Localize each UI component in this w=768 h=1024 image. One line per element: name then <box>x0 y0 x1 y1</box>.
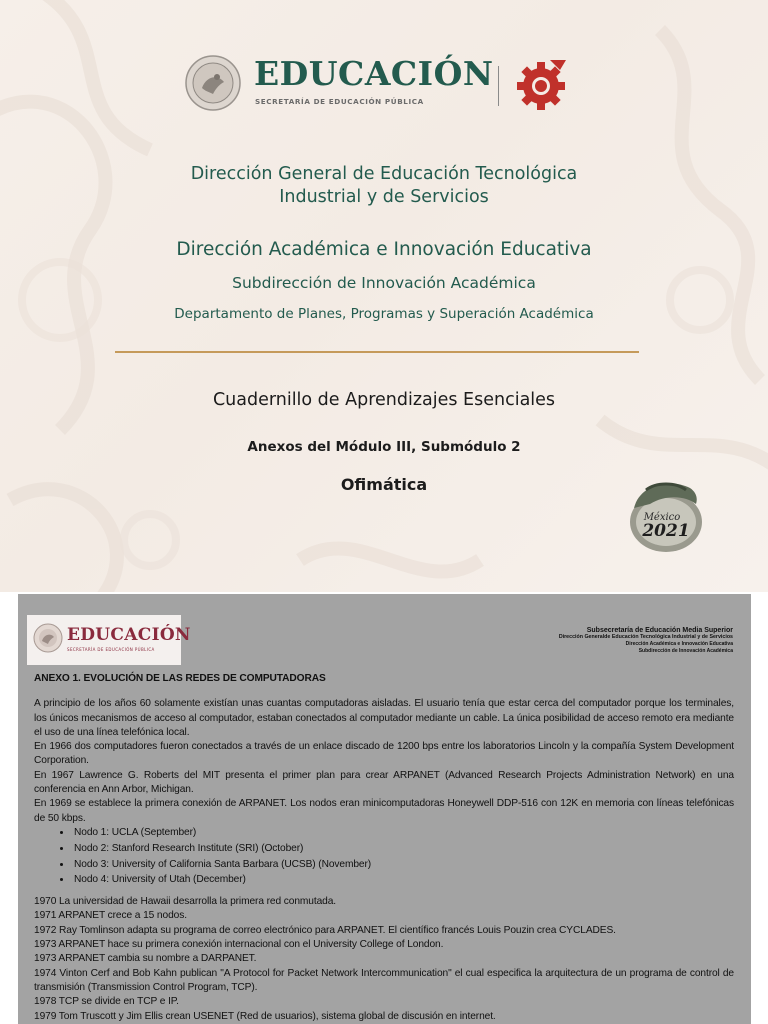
gold-divider <box>115 351 639 353</box>
brand-subtitle: SECRETARÍA DE EDUCACIÓN PÚBLICA <box>255 97 424 106</box>
paragraph-4: En 1969 se establece la primera conexión de ARPANET. Los nodos eran minicomputadoras Honeywell DDP-516 con 12K en memoria con líneas telefónicas de 50 kbps. <box>34 798 734 824</box>
departamento-heading: Departamento de Planes, Programas y Superación Académica <box>174 306 594 322</box>
inner-logo-box <box>27 615 191 665</box>
inner-brand-subtitle: SECRETARÍA DE EDUCACIÓN PÚBLICA <box>67 647 155 652</box>
header-line-4: Subdirección de Innovación Académica <box>638 648 733 654</box>
badge-mexico-text: México <box>643 512 681 523</box>
timeline-item: 1978 TCP se divide en TCP e IP. <box>34 996 179 1008</box>
cover-logo-group <box>184 50 584 120</box>
timeline-item: 1974 Vinton Cerf and Bob Kahn publican "A Protocol for Packet Network Intercommunication" el cual especifica la arquitectura de un programa de control de transmisión (Transmission Control Program, TCP). <box>34 967 734 993</box>
header-line-1: Subsecretaría de Educación Media Superior <box>586 627 733 634</box>
subdireccion-heading: Subdirección de Innovación Académica <box>232 274 536 292</box>
direccion-general-line2: Industrial y de Servicios <box>279 187 489 207</box>
paragraph-1: A principio de los años 60 solamente existían unas cuantas computadoras aisladas. El usuario tenía que estar cerca del computador porque los terminales, los únicos mecanismos de acceso al computador, estaban conectados al computador mediante un cable. La única posibilidad de acceso remoto era mediante el uso de una línea telefónica local. <box>34 698 734 738</box>
inner-header <box>559 627 733 655</box>
nodes-list <box>34 826 734 888</box>
header-line-3: Dirección Académica e Innovación Educativa <box>625 641 733 647</box>
direccion-general-line1: Dirección General de Educación Tecnológica <box>190 164 578 184</box>
annex-title: ANEXO 1. EVOLUCIÓN DE LAS REDES DE COMPUTADORAS <box>34 673 326 684</box>
paragraph-3: En 1967 Lawrence G. Roberts del MIT presenta el primer plan para crear ARPANET (Advanced Research Projects Administration Network) en una conferencia en Ann Arbor, Michigan. <box>34 769 734 796</box>
paragraph-2: En 1966 dos computadores fueron conectados a través de un enlace discado de 1200 bps entre los laboratorios Lincoln y la compañía System Development Corporation. <box>34 741 734 767</box>
inner-page <box>18 594 751 1024</box>
timeline-item: 1973 ARPANET cambia su nombre a DARPANET. <box>34 953 257 965</box>
direccion-academica-heading: Dirección Académica e Innovación Educativa <box>176 239 592 260</box>
badge-year-text: 2021 <box>642 521 690 541</box>
mexico-2021-badge-icon <box>626 478 706 554</box>
timeline-item: 1972 Ray Tomlinson adapta su programa de correo electrónico para ARPANET. El científico francés Louis Pouzin crea CYCLADES. <box>34 924 616 936</box>
timeline-item: 1970 La universidad de Hawaii desarrolla la primera red conmutada. <box>34 896 337 908</box>
dgeti-gear-logo-icon <box>516 56 568 112</box>
list-item: • Nodo 1: UCLA (September) <box>72 826 734 840</box>
anexos-subtitle: Anexos del Módulo III, Submódulo 2 <box>247 439 521 455</box>
mexico-coat-of-arms-seal-icon <box>184 54 242 112</box>
list-item: • Nodo 3: University of California Santa Barbara (UCSB) (November) <box>72 858 734 872</box>
mexico-coat-of-arms-seal-icon <box>33 623 63 653</box>
list-item: • Nodo 4: University of Utah (December) <box>72 873 734 887</box>
timeline-item: 1971 ARPANET crece a 15 nodos. <box>34 910 187 922</box>
document-body <box>34 672 734 1024</box>
list-item: • Nodo 2: Stanford Research Institute (SRI) (October) <box>72 842 734 856</box>
timeline-item: 1979 Tom Truscott y Jim Ellis crean USENET (Red de usuarios), sistema global de discusión en internet. <box>34 1010 496 1022</box>
logo-divider <box>498 66 499 106</box>
materia-title: Ofimática <box>340 475 428 494</box>
brand-title: EDUCACIÓN <box>254 54 494 93</box>
inner-brand-title: EDUCACIÓN <box>67 625 191 645</box>
direccion-general-heading <box>0 163 768 209</box>
header-line-2: Dirección Generalde Educación Tecnológica Industrial y de Servicios <box>558 634 733 640</box>
timeline-item: 1973 ARPANET hace su primera conexión internacional con el University College of London. <box>34 939 444 951</box>
cuadernillo-title: Cuadernillo de Aprendizajes Esenciales <box>212 390 556 410</box>
